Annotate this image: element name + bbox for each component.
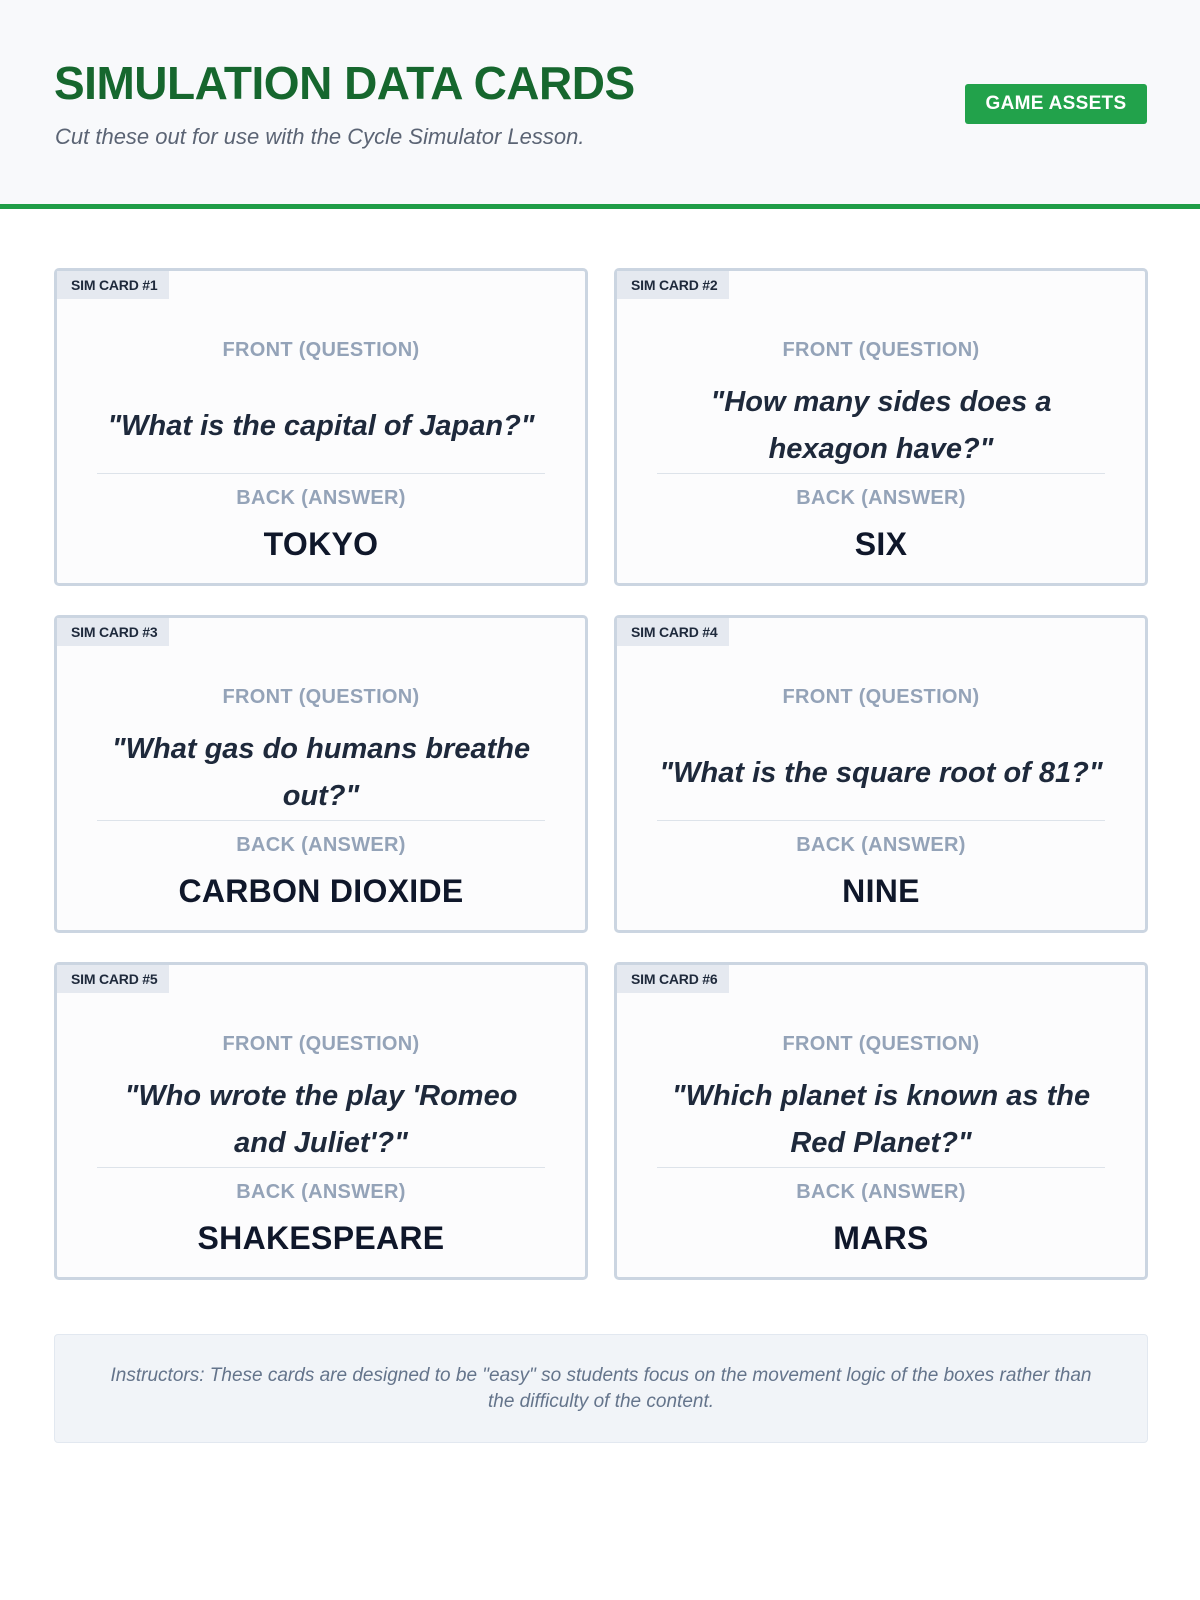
sim-card-2	[614, 268, 1148, 586]
back-label: BACK (ANSWER)	[236, 487, 406, 509]
card-divider	[97, 1167, 545, 1168]
card-answer: NINE	[842, 873, 920, 909]
card-tag: SIM CARD #3	[57, 618, 169, 646]
card-question: "What is the capital of Japan?"	[107, 409, 535, 442]
sim-card-3	[54, 615, 588, 933]
front-label: FRONT (QUESTION)	[782, 686, 980, 708]
card-tag: SIM CARD #1	[57, 271, 169, 299]
back-label: BACK (ANSWER)	[796, 834, 966, 856]
sim-card-4	[614, 615, 1148, 933]
card-tag: SIM CARD #5	[57, 965, 169, 993]
back-label: BACK (ANSWER)	[796, 487, 966, 509]
card-divider	[657, 820, 1105, 821]
back-label: BACK (ANSWER)	[236, 1181, 406, 1203]
sim-card-1	[54, 268, 588, 586]
front-label: FRONT (QUESTION)	[782, 339, 980, 361]
page-title: SIMULATION DATA CARDS	[54, 57, 635, 109]
card-divider	[657, 1167, 1105, 1168]
card-divider	[657, 473, 1105, 474]
page-subtitle: Cut these out for use with the Cycle Simulator Lesson.	[55, 124, 585, 149]
card-question: "Who wrote the play 'Romeo and Juliet'?"	[124, 1080, 518, 1159]
game-assets-badge: GAME ASSETS	[965, 84, 1147, 124]
card-tag: SIM CARD #6	[617, 965, 729, 993]
back-label: BACK (ANSWER)	[796, 1181, 966, 1203]
card-question: "What is the square root of 81?"	[659, 756, 1103, 789]
card-answer: TOKYO	[263, 526, 379, 562]
sim-card-5	[54, 962, 588, 1280]
card-answer: CARBON DIOXIDE	[178, 873, 464, 909]
front-label: FRONT (QUESTION)	[222, 339, 420, 361]
card-tag: SIM CARD #2	[617, 271, 729, 299]
card-question: "Which planet is known as the Red Planet?"	[671, 1080, 1091, 1159]
card-divider	[97, 473, 545, 474]
card-question: "What gas do humans breathe out?"	[111, 733, 531, 812]
card-divider	[97, 820, 545, 821]
page-header	[0, 0, 1200, 209]
card-question: "How many sides does a hexagon have?"	[710, 386, 1052, 465]
card-answer: SHAKESPEARE	[197, 1220, 445, 1256]
instructor-note	[54, 1334, 1148, 1443]
back-label: BACK (ANSWER)	[236, 834, 406, 856]
front-label: FRONT (QUESTION)	[222, 686, 420, 708]
card-answer: SIX	[854, 526, 908, 562]
front-label: FRONT (QUESTION)	[782, 1033, 980, 1055]
card-answer: MARS	[833, 1220, 929, 1256]
sim-card-6	[614, 962, 1148, 1280]
front-label: FRONT (QUESTION)	[222, 1033, 420, 1055]
instructor-note-text: Instructors: These cards are designed to be "easy" so students focus on the movement logic of the boxes rather than the difficulty of the content.	[110, 1364, 1092, 1412]
card-tag: SIM CARD #4	[617, 618, 729, 646]
